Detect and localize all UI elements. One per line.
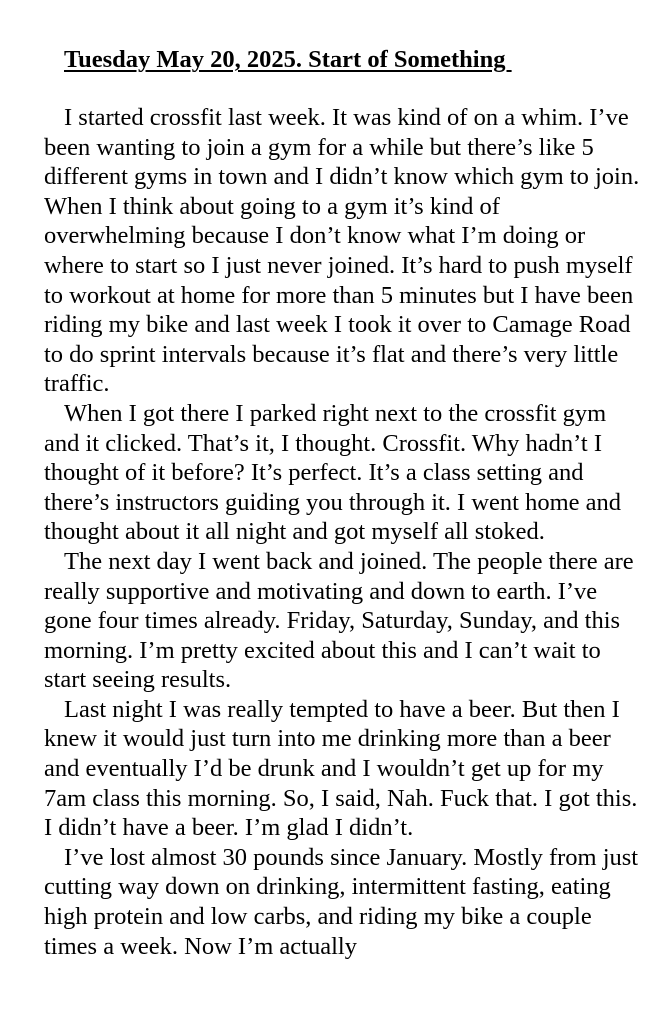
- journal-page: [44, 44, 644, 961]
- entry-body: [44, 103, 644, 961]
- paragraph-2: When I got there I parked right next to the crossfit gym and it clicked. That’s it, I thought. Crossfit. Why hadn’t I thought of it before? It’s perfect. It’s a class setting and there’s instructors guiding you through it. I went home and thought about it all night and got myself all stoked.: [44, 399, 622, 546]
- paragraph-5: I’ve lost almost 30 pounds since January. Mostly from just cutting way down on drinking, intermittent fasting, eating high protein and low carbs, and riding my bike a couple times a week. Now I’m actually: [44, 843, 639, 960]
- paragraph-4: Last night I was really tempted to have a beer. But then I knew it would just turn into me drinking more than a beer and eventually I’d be drunk and I wouldn’t get up for my 7am class this morning. So, I said, Nah. Fuck that. I got this. I didn’t have a beer. I’m glad I didn’t.: [44, 695, 638, 842]
- entry-title: Tuesday May 20, 2025. Start of Something: [64, 46, 512, 73]
- paragraph-1: I started crossfit last week. It was kind of on a whim. I’ve been wanting to join a gym for a while but there’s like 5 different gyms in town and I didn’t know which gym to join. When I think about going to a gym it’s kind of overwhelming because I don’t know what I’m doing or where to start so I just never joined. It’s hard to push myself to workout at home for more than 5 minutes but I have been riding my bike and last week I took it over to Camage Road to do sprint intervals because it’s flat and there’s very little traffic.: [44, 104, 640, 398]
- paragraph-3: The next day I went back and joined. The people there are really supportive and motivating and down to earth. I’ve gone four times already. Friday, Saturday, Sunday, and this morning. I’m pretty excited about this and I can’t wait to start seeing results.: [44, 547, 634, 694]
